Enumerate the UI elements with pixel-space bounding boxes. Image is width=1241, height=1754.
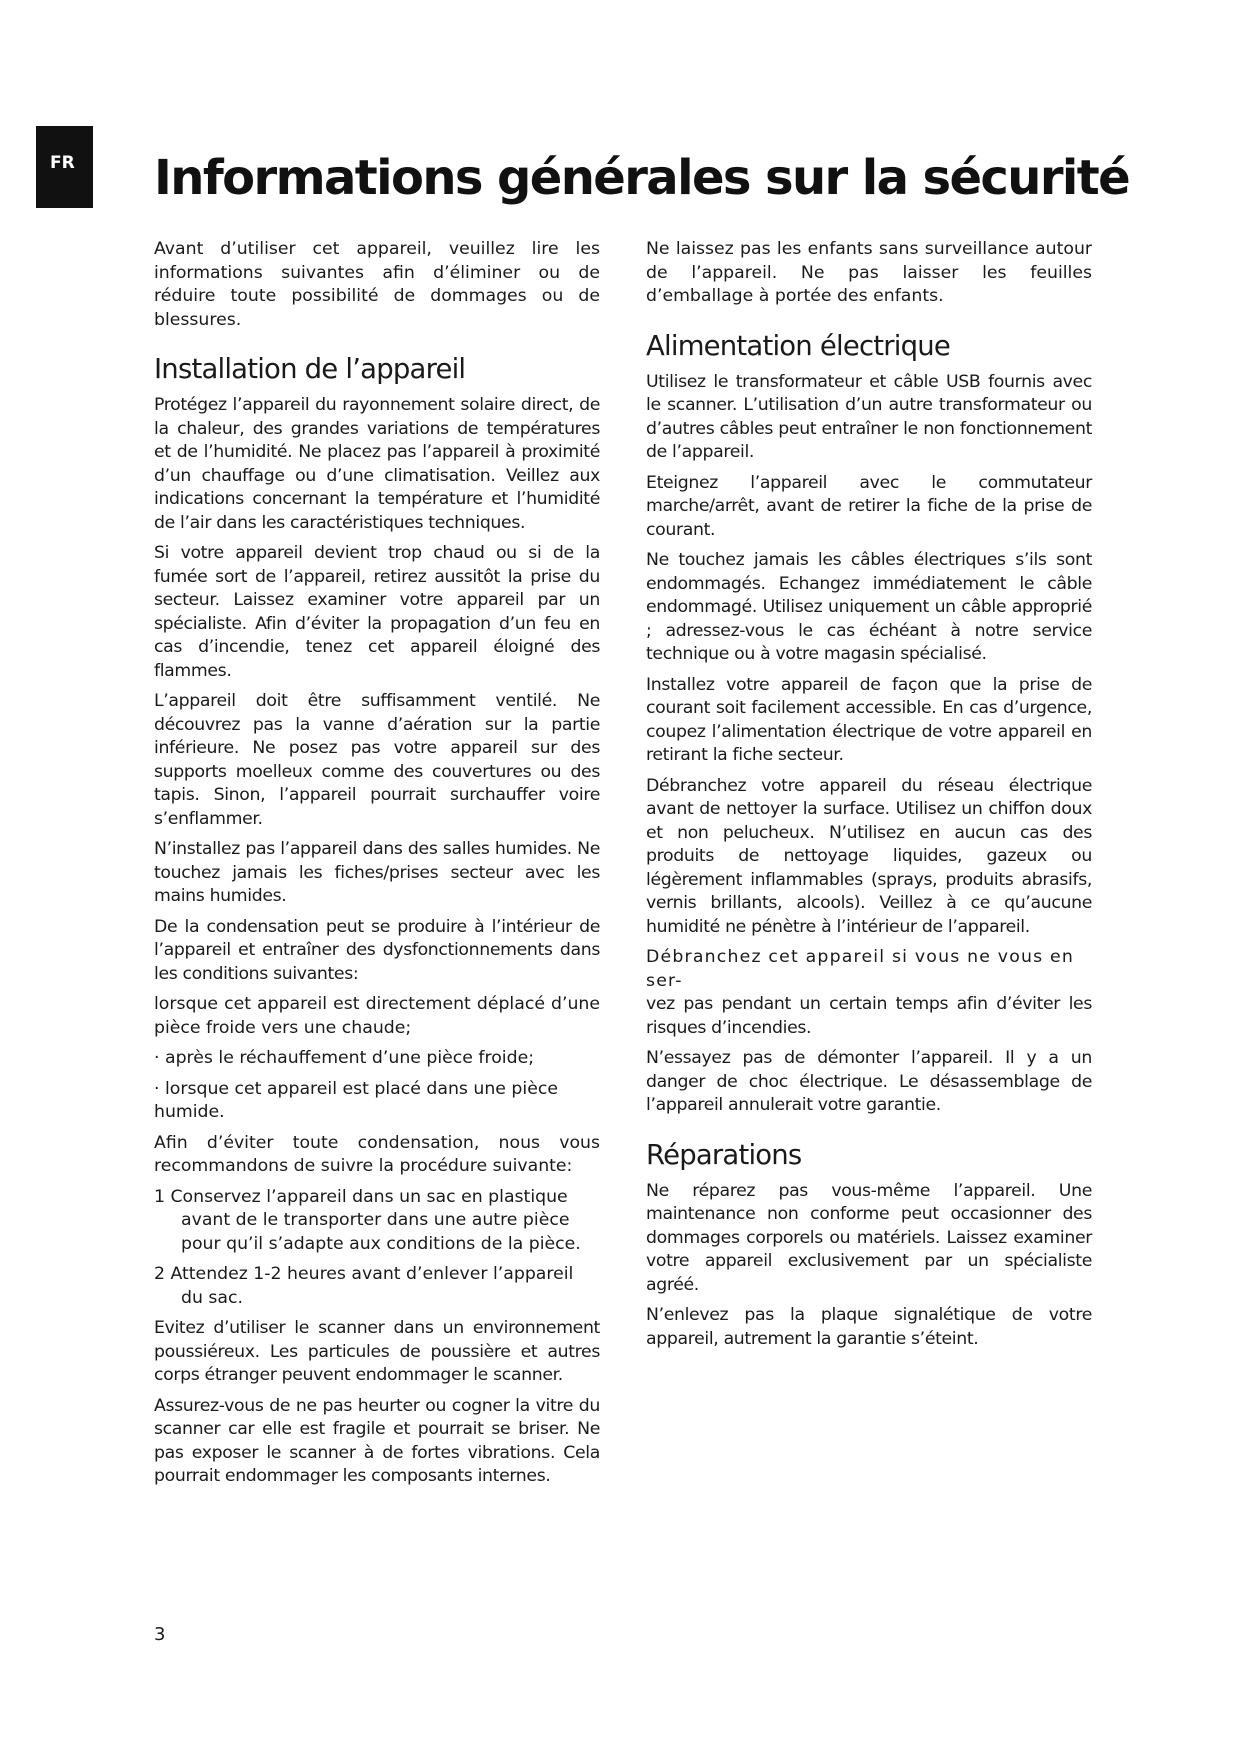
installation-paragraph-3: L’appareil doit être suffisamment ventilé. Ne découvrez pas la vanne d’aération sur la partie inférieure. Ne posez pas votre appareil sur des supports moelleux comme des couvertures ou des tapis. Sinon, l’appareil pourrait surchauffer voire s’enflammer. bbox=[154, 691, 600, 829]
language-tab: FR bbox=[36, 126, 93, 208]
power-paragraph-7: N’essayez pas de démonter l’appareil. Il y a un danger de choc électrique. Le désassemblage de l’appareil annulerait votre garantie. bbox=[646, 1048, 1092, 1115]
power-paragraph-3: Ne touchez jamais les câbles électriques s’ils sont endommagés. Echangez immédiatement le câble endommagé. Utilisez uniquement un câble approprié ; adressez-vous le cas échéant à notre service technique ou à votre magasin spécialisé. bbox=[646, 550, 1092, 664]
installation-bullet-1: · après le réchauffement d’une pièce froide; bbox=[154, 1048, 535, 1068]
intro-paragraph: Avant d’utiliser cet appareil, veuillez lire les informations suivantes afin d’éliminer ou de réduire toute possibilité de dommages ou de blessures. bbox=[154, 239, 600, 330]
installation-paragraph-9: Assurez-vous de ne pas heurter ou cogner la vitre du scanner car elle est fragile et pourrait se briser. Ne pas exposer le scanner à de fortes vibrations. Cela pourrait endommager les composants internes. bbox=[154, 1395, 600, 1486]
section-heading-installation: Installation de l’appareil bbox=[154, 353, 466, 385]
section-heading-power: Alimentation électrique bbox=[646, 329, 951, 362]
power-paragraph-6-continued: vez pas pendant un certain temps afin d’éviter les risques d’incendies. bbox=[646, 994, 1092, 1038]
repairs-paragraph-2: N’enlevez pas la plaque signalétique de votre appareil, autrement la garantie s’éteint. bbox=[646, 1305, 1092, 1349]
installation-step-1: 1 Conservez l’appareil dans un sac en plastique avant de le transporter dans une autre pièce pour qu’il s’adapte aux conditions de la pièce. bbox=[154, 1186, 581, 1254]
left-column bbox=[154, 238, 600, 1496]
installation-paragraph-5: De la condensation peut se produire à l’intérieur de l’appareil et entraîner des dysfonctionnements dans les conditions suivantes: bbox=[154, 916, 600, 984]
installation-paragraph-7: Afin d’éviter toute condensation, nous vous recommandons de suivre la procédure suivante: bbox=[154, 1132, 600, 1176]
installation-paragraph-4: N’installez pas l’appareil dans des salles humides. Ne touchez jamais les fiches/prises secteur avec les mains humides. bbox=[154, 839, 600, 906]
power-paragraph-5: Débranchez votre appareil du réseau électrique avant de nettoyer la surface. Utilisez un chiffon doux et non pelucheux. N’utilisez en aucun cas des produits de nettoyage liquides, gazeux ou légèrement inflammables (sprays, produits abrasifs, vernis brillants, alcools). Veillez à ce qu’aucune humidité ne pénètre à l’intérieur de l’appareil. bbox=[646, 775, 1092, 937]
installation-step-2: 2 Attendez 1-2 heures avant d’enlever l’appareil du sac. bbox=[154, 1264, 574, 1308]
section-heading-repairs: Réparations bbox=[646, 1138, 802, 1171]
children-warning-paragraph: Ne laissez pas les enfants sans surveillance autour de l’appareil. Ne pas laisser les feuilles d’emballage à portée des enfants. bbox=[646, 239, 1092, 306]
page-number: 3 bbox=[154, 1624, 166, 1645]
power-paragraph-2: Eteignez l’appareil avec le commutateur marche/arrêt, avant de retirer la fiche de la prise de courant. bbox=[646, 472, 1092, 540]
installation-paragraph-2: Si votre appareil devient trop chaud ou si de la fumée sort de l’appareil, retirez aussitôt la prise du secteur. Laissez examiner votre appareil par un spécialiste. Afin d’éviter la propagation d’un feu en cas d’incendie, tenez cet appareil éloigné des flammes. bbox=[154, 543, 600, 681]
installation-bullet-2: · lorsque cet appareil est placé dans une pièce humide. bbox=[154, 1078, 558, 1122]
power-paragraph-1: Utilisez le transformateur et câble USB fournis avec le scanner. L’utilisation d’un autre transformateur ou d’autres câbles peut entraîner le non fonctionnement de l’appareil. bbox=[646, 371, 1092, 462]
power-paragraph-4: Installez votre appareil de façon que la prise de courant soit facilement accessible. En cas d’urgence, coupez l’alimentation électrique de votre appareil en retirant la fiche secteur. bbox=[646, 674, 1092, 765]
installation-paragraph-1: Protégez l’appareil du rayonnement solaire direct, de la chaleur, des grandes variations de températures et de l’humidité. Ne placez pas l’appareil à proximité d’un chauffage ou d’une climatisation. Veillez aux indications concernant la température et l’humidité de l’air dans les caractéristiques techniques. bbox=[154, 395, 600, 533]
installation-paragraph-6: lorsque cet appareil est directement déplacé d’une pièce froide vers une chaude; bbox=[154, 994, 600, 1038]
repairs-paragraph-1: Ne réparez pas vous-même l’appareil. Une maintenance non conforme peut occasionner des dommages corporels ou matériels. Laissez examiner votre appareil exclusivement par un spécialiste agréé. bbox=[646, 1180, 1092, 1295]
installation-paragraph-8: Evitez d’utiliser le scanner dans un environnement poussiéreux. Les particules de poussière et autres corps étranger peuvent endommager le scanner. bbox=[154, 1318, 600, 1385]
right-column bbox=[646, 238, 1092, 1358]
power-paragraph-6-line-1: Débranchez cet appareil si vous ne vous en ser- bbox=[646, 947, 1075, 991]
page-title: Informations générales sur la sécurité bbox=[154, 150, 1130, 206]
